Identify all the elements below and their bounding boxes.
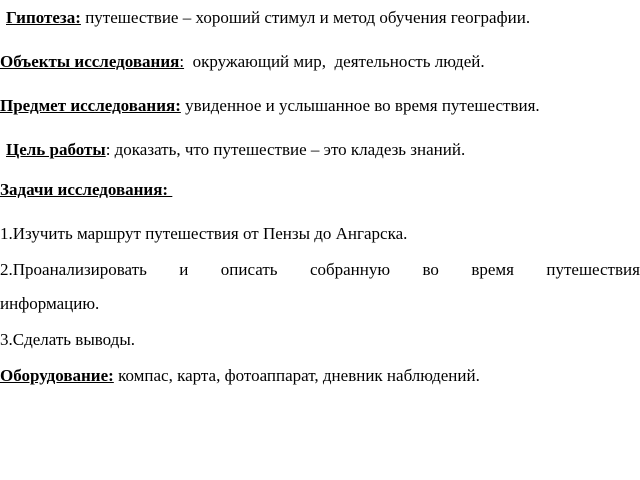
task-item-2-word: описать xyxy=(220,260,278,279)
task-item-2-word: путешествия xyxy=(546,260,640,279)
objects-label: Объекты исследования xyxy=(0,52,180,71)
task-item-2-word: время xyxy=(471,260,514,279)
task-item-2-line-1 xyxy=(0,260,640,280)
hypothesis-label: Гипотеза: xyxy=(6,8,81,27)
goal-label: Цель работы xyxy=(6,140,106,159)
task-item-2-word: и xyxy=(179,260,189,279)
hypothesis-line xyxy=(6,8,640,28)
task-item-2-word: 2.Проанализировать xyxy=(0,260,147,279)
tasks-heading xyxy=(0,180,640,200)
task-item-2-word: во xyxy=(422,260,439,279)
goal-line xyxy=(6,140,640,160)
task-item-1: 1.Изучить маршрут путешествия от Пензы до Ангарска. xyxy=(0,224,408,243)
equipment-label: Оборудование: xyxy=(0,366,114,385)
tasks-label: Задачи исследования: xyxy=(0,180,173,199)
equipment-line xyxy=(0,366,640,386)
objects-line xyxy=(0,52,640,72)
objects-text: окружающий мир, деятельность людей. xyxy=(184,52,485,71)
task-item-3: 3.Сделать выводы. xyxy=(0,330,135,349)
subject-text: увиденное и услышанное во время путешествия. xyxy=(180,96,540,115)
objects-colon: : xyxy=(179,52,185,71)
subject-line xyxy=(0,96,640,116)
hypothesis-text: путешествие – хороший стимул и метод обучения географии. xyxy=(80,8,531,27)
task-item-2-word: собранную xyxy=(309,260,391,279)
task-item-2-line-2: информацию. xyxy=(0,294,100,313)
goal-text: : доказать, что путешествие – это кладезь знаний. xyxy=(105,140,466,159)
subject-label: Предмет исследования: xyxy=(0,96,181,115)
equipment-text: компас, карта, фотоаппарат, дневник наблюдений. xyxy=(113,366,480,385)
